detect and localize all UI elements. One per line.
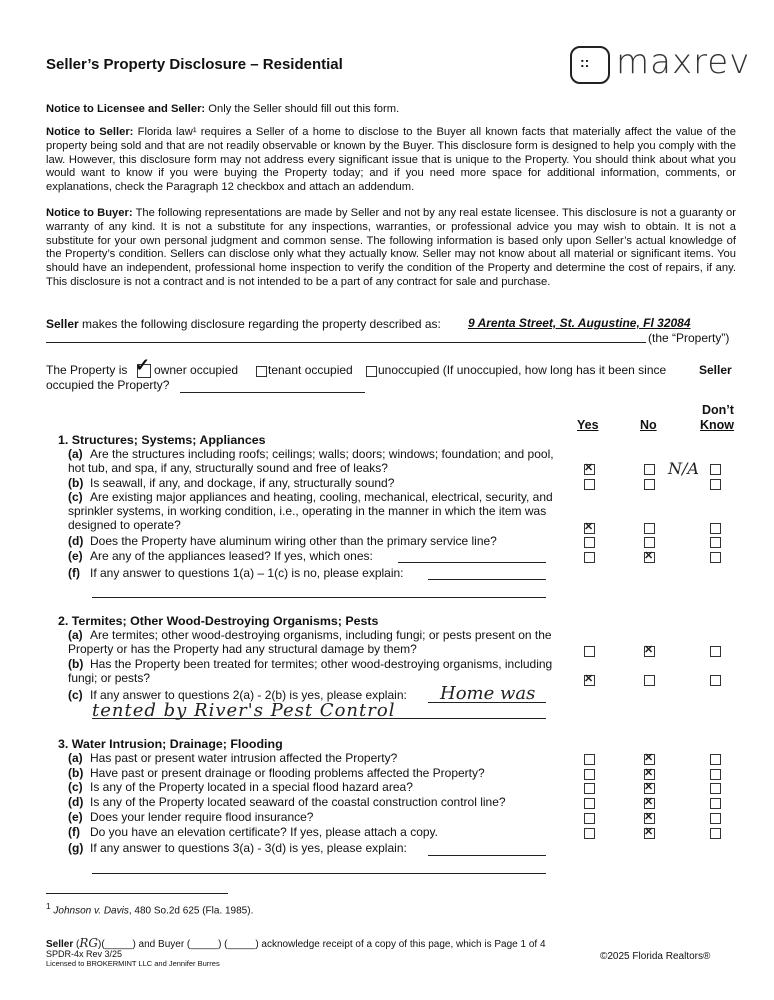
q3g-line[interactable] (428, 855, 546, 856)
q3e-dk-checkbox[interactable] (710, 813, 721, 824)
q1a-no-checkbox[interactable] (644, 464, 655, 475)
q3e: (e) Does your lender require flood insurance? (68, 810, 314, 824)
section-2-title: 2. Termites; Other Wood-Destroying Organisms; Pests (58, 614, 379, 628)
q2a: (a) Are termites; other wood-destroying organisms, including fungi; or pests present on the Property or has the Property had any structural damage by them? (68, 628, 552, 656)
owner-occupied-label: owner occupied (154, 363, 239, 377)
q3b: (b) Have past or present drainage or flooding problems affected the Property? (68, 766, 485, 780)
q2c: (c) If any answer to questions 2(a) - 2(b) is yes, please explain: (68, 688, 407, 702)
q2b-no-checkbox[interactable] (644, 675, 655, 686)
col-yes: Yes (577, 418, 599, 432)
q3c-yes-checkbox[interactable] (584, 783, 595, 794)
q1d-dk-checkbox[interactable] (710, 537, 721, 548)
q3f: (f) Do you have an elevation certificate? If yes, please attach a copy. (68, 825, 438, 839)
licensed-to: Licensed to BROKERMINT LLC and Jennifer Burres (46, 959, 220, 968)
page-title: Seller’s Property Disclosure – Residential (46, 56, 343, 73)
notice-buyer: Notice to Buyer: The following representations are made by Seller and not by any real estate licensee. This disclosure is not a guaranty or warranty of any kind. It is not a substitute for any inspections, warranties, or professional advice you may wish to obtain. It is not a substitute for your own personal judgment and common sense. The following information is based only upon Seller’s actual knowledge of the Property’s condition. Sellers can disclose only what they actually know. Seller may not know about all material or significant items. You should have an independent, professional home inspection to verify the condition of the Property and determine the cost of repairs, if any. This disclosure is not a contract and is not intended to be a part of any contract for sale and purchase. (46, 207, 736, 288)
col-no: No (640, 418, 657, 432)
property-address[interactable]: 9 Arenta Street, St. Augustine, Fl 32084 (468, 316, 691, 330)
q2c-explain-2[interactable]: tented by River's Pest Control (92, 700, 396, 721)
address-line (46, 342, 646, 343)
q3d-yes-checkbox[interactable] (584, 798, 595, 809)
section-3-title: 3. Water Intrusion; Drainage; Flooding (58, 737, 283, 751)
q2a-no-checkbox[interactable] (644, 646, 655, 657)
q1e-dk-checkbox[interactable] (710, 552, 721, 563)
q3c-no-checkbox[interactable] (644, 783, 655, 794)
section-1-title: 1. Structures; Systems; Appliances (58, 433, 266, 447)
q1f-line-2[interactable] (92, 597, 546, 598)
notice-seller: Notice to Seller: Florida law¹ requires a Seller of a home to disclose to the Buyer all known facts that materially affect the value of the property being sold and that are not readily observable or known by the Buyer. This disclosure form is designed to help you comply with the law. However, this disclosure form may not address every significant issue that is unique to the Property. You should think about what you would want to know if you were buying the Property today; and if you need more space for additional information, comments, or explanations, check the Paragraph 12 checkbox and attach an addendum. (46, 126, 736, 194)
q3a-no-checkbox[interactable] (644, 754, 655, 765)
col-dont: Don’t (702, 403, 734, 417)
q1d-yes-checkbox[interactable] (584, 537, 595, 548)
occupancy-prefix: The Property is (46, 363, 128, 377)
q2a-yes-checkbox[interactable] (584, 646, 595, 657)
q1f: (f) If any answer to questions 1(a) – 1(c) is no, please explain: (68, 566, 404, 580)
maxrev-logo-icon: :: (570, 46, 610, 84)
property-suffix: (the “Property”) (648, 331, 730, 345)
q3f-dk-checkbox[interactable] (710, 828, 721, 839)
q3c: (c) Is any of the Property located in a special flood hazard area? (68, 780, 413, 794)
q1c-yes-checkbox[interactable] (584, 523, 595, 534)
q3e-no-checkbox[interactable] (644, 813, 655, 824)
footnote-divider (46, 893, 228, 894)
property-intro: Seller makes the following disclosure regarding the property described as: (46, 317, 441, 331)
footnote: $^1$ Johnson v. Davis, 480 So.2d 625 (Fla. 1985). (46, 901, 254, 917)
q1b: (b) Is seawall, if any, and dockage, if any, structurally sound? (68, 476, 395, 490)
unoccupied-label: unoccupied (If unoccupied, how long has it been since (378, 363, 667, 377)
q3d: (d) Is any of the Property located seaward of the coastal construction control line? (68, 795, 506, 809)
tenant-occupied-checkbox[interactable] (256, 366, 267, 377)
q1f-line[interactable] (428, 579, 546, 580)
q1e: (e) Are any of the appliances leased? If yes, which ones: (68, 549, 373, 563)
q3d-no-checkbox[interactable] (644, 798, 655, 809)
q1c-dk-checkbox[interactable] (710, 523, 721, 534)
unoccupied-seller: Seller (699, 363, 732, 377)
q1b-dk-checkbox[interactable] (710, 479, 721, 490)
q3a-dk-checkbox[interactable] (710, 754, 721, 765)
logo-text: maxrev (616, 42, 751, 82)
q3e-yes-checkbox[interactable] (584, 813, 595, 824)
unoccupied-checkbox[interactable] (366, 366, 377, 377)
q2c-line-2 (92, 718, 546, 719)
q1e-yes-checkbox[interactable] (584, 552, 595, 563)
footer-ack: Seller (RG)(_____) and Buyer (_____) (_____) acknowledge receipt of a copy of this page, which is Page 1 of 4 (46, 936, 546, 950)
q1b-no-checkbox[interactable] (644, 479, 655, 490)
q1a-dk-checkbox[interactable] (710, 464, 721, 475)
check-mark-icon: ✓ (135, 355, 151, 375)
q2c-line (428, 702, 546, 703)
col-know: Know (700, 418, 735, 432)
q1e-line[interactable] (398, 562, 546, 563)
q3g: (g) If any answer to questions 3(a) - 3(d) is yes, please explain: (68, 841, 407, 855)
q3b-dk-checkbox[interactable] (710, 769, 721, 780)
notice-licensee: Notice to Licensee and Seller: Only the Seller should fill out this form. (46, 103, 400, 115)
q3c-dk-checkbox[interactable] (710, 783, 721, 794)
occupied-answer-line[interactable] (180, 392, 365, 393)
q1a: (a) Are the structures including roofs; ceilings; walls; doors; windows; foundation; and pool, hot tub, and spa, if any, structurally sound and free of leaks? (68, 447, 554, 475)
q3g-line-2[interactable] (92, 873, 546, 874)
q2b-dk-checkbox[interactable] (710, 675, 721, 686)
q2b: (b) Has the Property been treated for termites; other wood-destroying organisms, including fungi; or pests? (68, 657, 553, 685)
q2c-explain-1[interactable]: Home was (440, 683, 536, 704)
q3a: (a) Has past or present water intrusion affected the Property? (68, 751, 398, 765)
q2a-dk-checkbox[interactable] (710, 646, 721, 657)
q3d-dk-checkbox[interactable] (710, 798, 721, 809)
occupied-question: occupied the Property? (46, 378, 170, 392)
form-id: SPDR-4x Rev 3/25 (46, 949, 123, 959)
q1d-no-checkbox[interactable] (644, 537, 655, 548)
copyright: ©2025 Florida Realtors® (600, 951, 711, 962)
q1b-na-note: N/A (668, 459, 699, 478)
q1b-yes-checkbox[interactable] (584, 479, 595, 490)
q3f-yes-checkbox[interactable] (584, 828, 595, 839)
q1d: (d) Does the Property have aluminum wiring other than the primary service line? (68, 534, 497, 548)
maxrev-logo (570, 42, 750, 86)
q1a-yes-checkbox[interactable] (584, 464, 595, 475)
q3b-yes-checkbox[interactable] (584, 769, 595, 780)
q1c-no-checkbox[interactable] (644, 523, 655, 534)
q1c: (c) Are existing major appliances and heating, cooling, mechanical, electrical, security, and sprinkler systems, in working condition, i.e., operating in the manner in which the item was designed to operate? (68, 490, 553, 532)
q2b-yes-checkbox[interactable] (584, 675, 595, 686)
q3f-no-checkbox[interactable] (644, 828, 655, 839)
q3b-no-checkbox[interactable] (644, 769, 655, 780)
tenant-occupied-label: tenant occupied (268, 363, 353, 377)
q3a-yes-checkbox[interactable] (584, 754, 595, 765)
q1e-no-checkbox[interactable] (644, 552, 655, 563)
